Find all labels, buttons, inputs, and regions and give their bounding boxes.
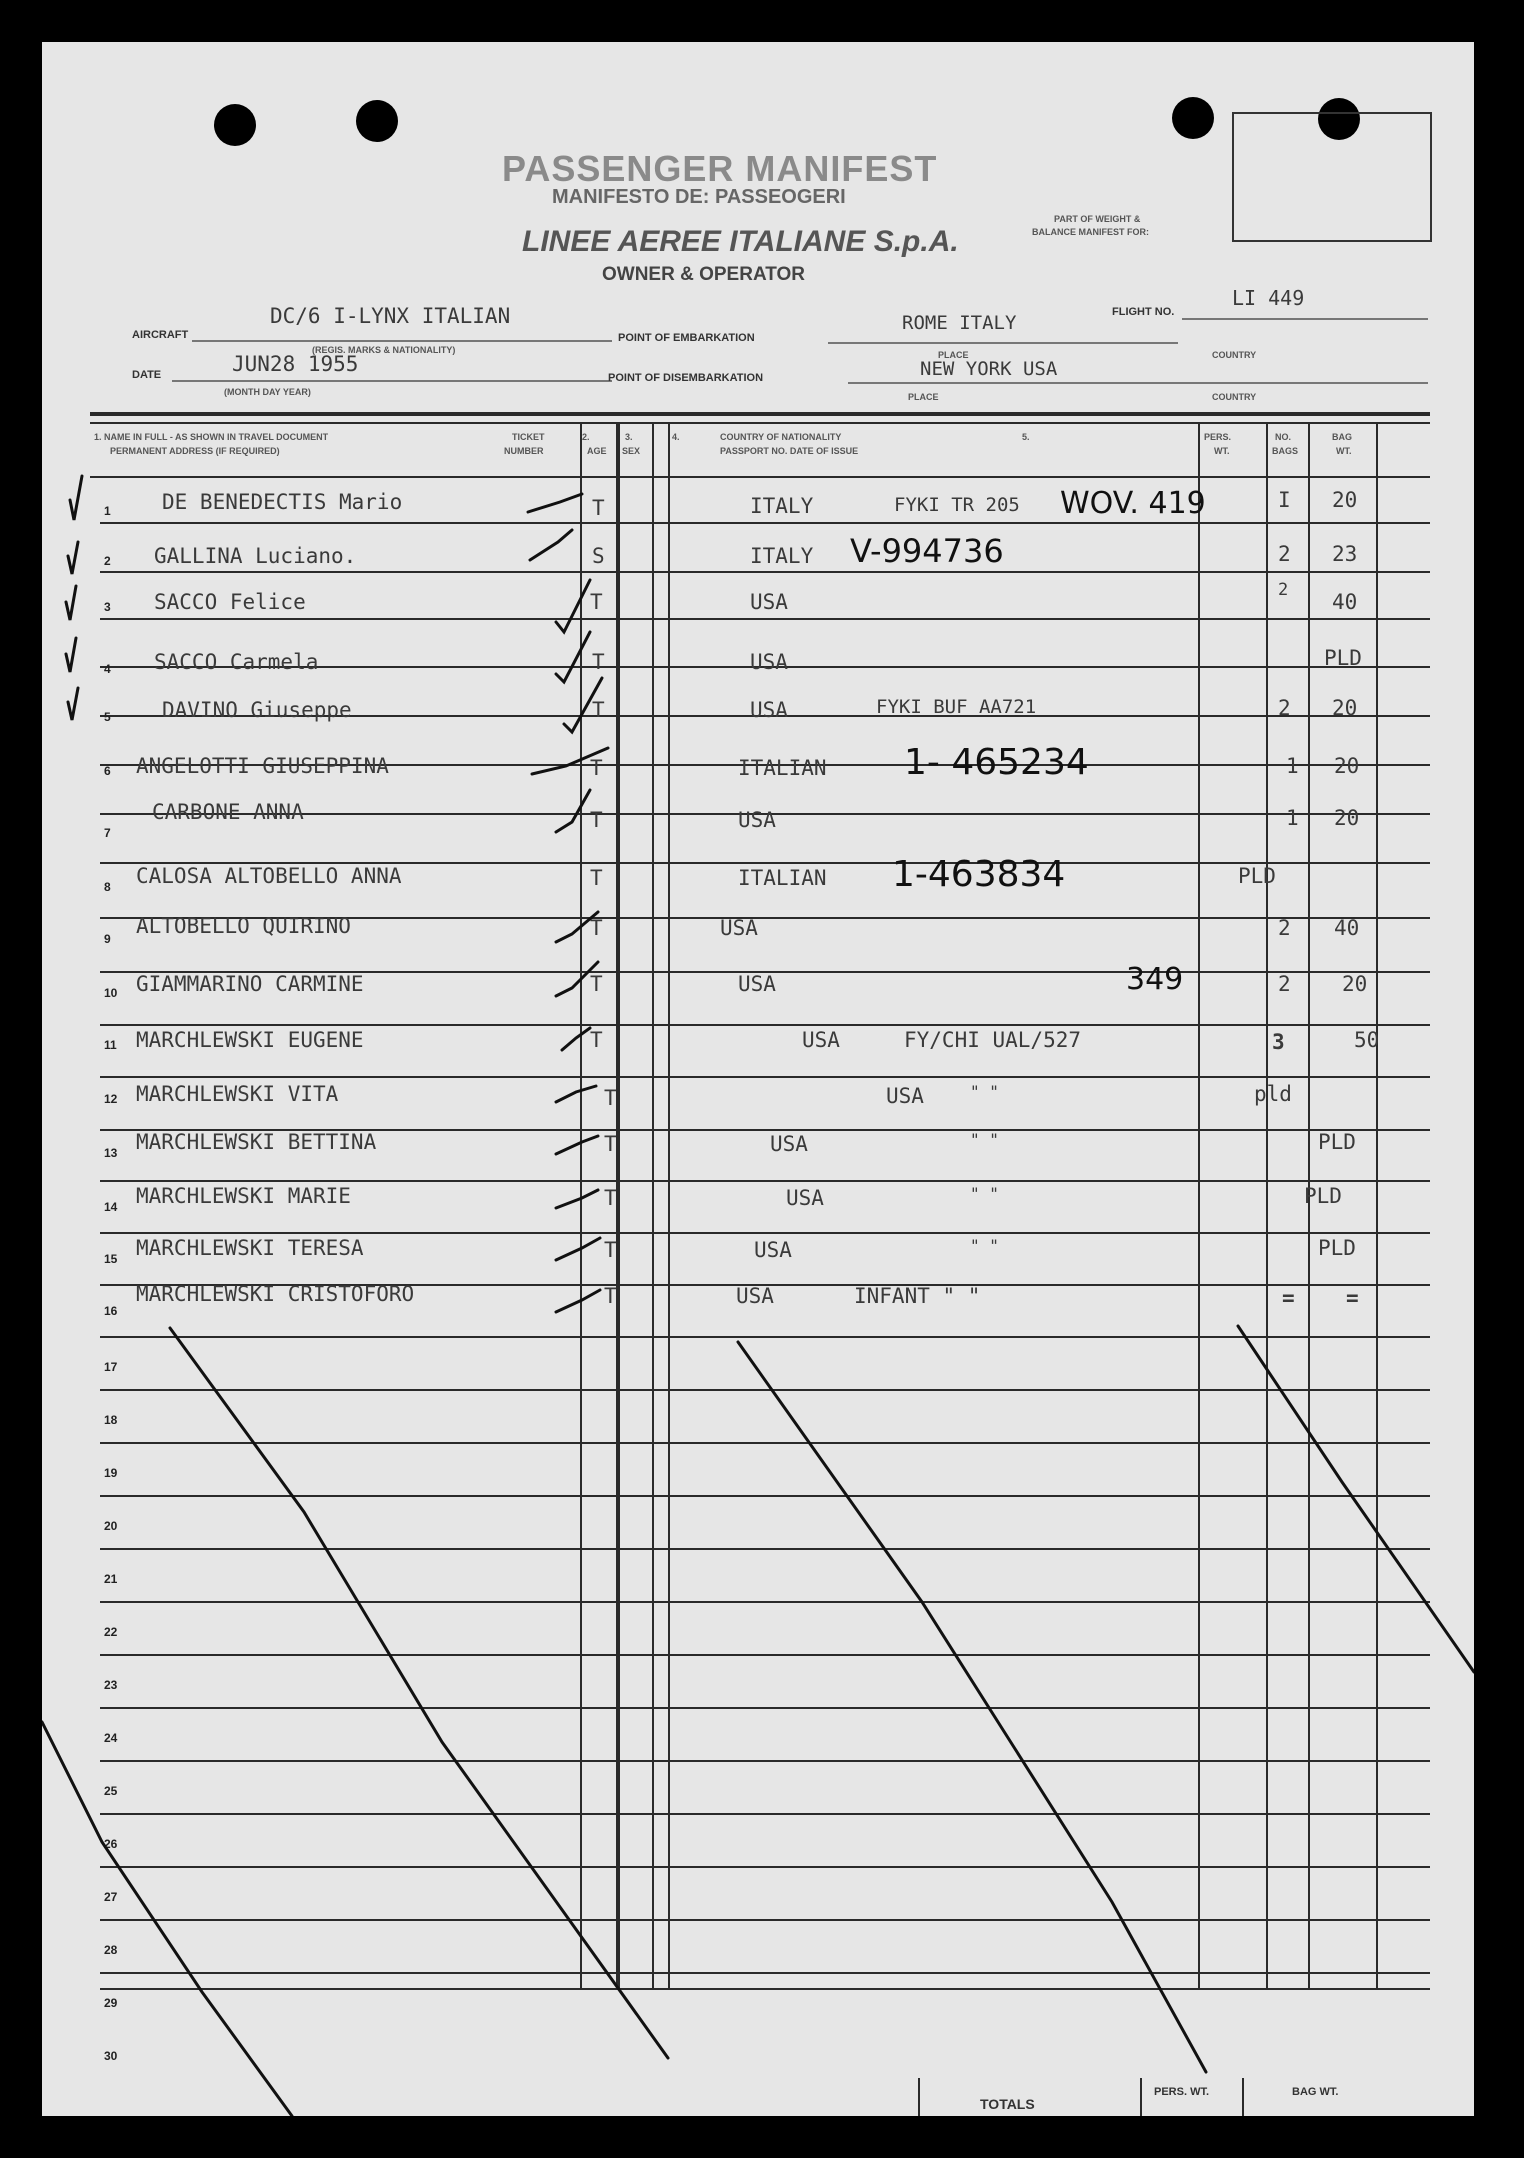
passenger-country: USA <box>886 1084 924 1108</box>
totals-label: TOTALS <box>980 2096 1035 2112</box>
passenger-name: CARBONE ANNA <box>152 800 304 824</box>
col-bagwt-header: WT. <box>1336 446 1352 456</box>
bag-weight: 40 <box>1332 590 1358 614</box>
col-pers-header: WT. <box>1214 446 1230 456</box>
handwritten-note: WOV. 419 <box>1060 486 1206 521</box>
aircraft-label: AIRCRAFT <box>132 329 189 341</box>
passenger-country: USA <box>802 1028 840 1052</box>
passenger-name: MARCHLEWSKI VITA <box>136 1082 339 1106</box>
passenger-country: USA <box>736 1284 774 1308</box>
totals-pers-wt: PERS. WT. <box>1154 2086 1210 2098</box>
date-label: DATE <box>132 369 162 381</box>
passenger-country: ITALIAN <box>738 866 827 890</box>
bag-count: pld <box>1254 1082 1292 1106</box>
bag-weight: 50 <box>1354 1028 1380 1052</box>
col-4-header: 4. <box>672 432 680 442</box>
col-pers-header: PERS. <box>1204 432 1232 442</box>
weight-note: BALANCE MANIFEST FOR: <box>1032 227 1149 237</box>
passenger-name: MARCHLEWSKI BETTINA <box>136 1130 377 1154</box>
check-mark <box>66 638 76 672</box>
row-number: 28 <box>104 1943 118 1957</box>
passenger-age: T <box>592 496 605 520</box>
row-number: 8 <box>104 880 111 894</box>
row-number: 26 <box>104 1837 118 1851</box>
row-number: 15 <box>104 1252 118 1266</box>
passenger-name: SACCO Felice <box>154 590 306 614</box>
row-number: 13 <box>104 1146 118 1160</box>
row-number: 30 <box>104 2049 118 2063</box>
bag-weight: 20 <box>1334 754 1360 778</box>
passenger-age: T <box>590 590 603 614</box>
passenger-document: " " <box>970 1236 999 1255</box>
col-bags-header: BAGS <box>1272 446 1299 456</box>
bag-count: PLD <box>1238 864 1276 888</box>
passenger-document: " " <box>970 1082 999 1101</box>
col-sex-header: 3. <box>625 432 633 442</box>
handwritten-note: 1- 465234 <box>904 742 1089 783</box>
col-bags-header: NO. <box>1275 432 1292 442</box>
check-mark <box>70 476 82 520</box>
bag-weight: 20 <box>1334 806 1360 830</box>
passenger-age: T <box>604 1086 617 1110</box>
manifest-sheet <box>42 42 1474 2116</box>
passenger-country: ITALIAN <box>738 756 827 780</box>
passenger-country: USA <box>750 650 788 674</box>
disembarkation-label: POINT OF DISEMBARKATION <box>608 372 764 384</box>
row-number: 18 <box>104 1413 118 1427</box>
passenger-age: T <box>590 866 603 890</box>
passenger-name: GIAMMARINO CARMINE <box>136 972 364 996</box>
bag-weight: PLD <box>1318 1236 1356 1260</box>
passenger-age: T <box>590 916 603 940</box>
aircraft-value: DC/6 I-LYNX ITALIAN <box>270 304 511 328</box>
passenger-document: FY/CHI UAL/527 <box>904 1028 1082 1052</box>
col-ticket-header: TICKET <box>512 432 545 442</box>
bag-count: I <box>1278 488 1291 512</box>
place-caption: PLACE <box>908 392 939 402</box>
owner-label: OWNER & OPERATOR <box>602 264 806 285</box>
check-mark <box>68 542 78 574</box>
passenger-name: MARCHLEWSKI CRISTOFORO <box>136 1282 415 1306</box>
bag-count: = <box>1282 1286 1295 1310</box>
weight-note: PART OF WEIGHT & <box>1054 214 1141 224</box>
passenger-name: MARCHLEWSKI MARIE <box>136 1184 351 1208</box>
row-number: 9 <box>104 932 111 946</box>
passenger-age: T <box>590 1028 603 1052</box>
passenger-name: DAVINO Giuseppe <box>162 698 352 722</box>
col-ticket-header: NUMBER <box>504 446 544 456</box>
handwritten-note: V-994736 <box>850 532 1004 570</box>
passenger-name: MARCHLEWSKI TERESA <box>136 1236 364 1260</box>
passenger-name: MARCHLEWSKI EUGENE <box>136 1028 364 1052</box>
passenger-country: USA <box>754 1238 792 1262</box>
date-caption: (MONTH DAY YEAR) <box>224 387 311 397</box>
bag-weight: 23 <box>1332 542 1358 566</box>
col-name-header: 1. NAME IN FULL - AS SHOWN IN TRAVEL DOCUMENT <box>94 432 329 442</box>
embarkation-label: POINT OF EMBARKATION <box>618 332 755 344</box>
bag-count: 2 <box>1278 972 1291 996</box>
passenger-age: T <box>604 1186 617 1210</box>
row-number: 5 <box>104 710 111 724</box>
col-age-header: 2. <box>582 432 590 442</box>
passenger-country: USA <box>750 590 788 614</box>
bag-count: 3 <box>1272 1030 1285 1054</box>
handwritten-note: 1-463834 <box>892 854 1066 895</box>
check-mark <box>66 586 76 620</box>
place-caption: PLACE <box>938 350 969 360</box>
passenger-country: USA <box>786 1186 824 1210</box>
manifest-subtitle: MANIFESTO DE: PASSEOGERI <box>552 186 846 208</box>
bag-weight: PLD <box>1324 646 1362 670</box>
col-country-header: COUNTRY OF NATIONALITY <box>720 432 842 442</box>
col-5-header: 5. <box>1022 432 1030 442</box>
bag-weight: 20 <box>1342 972 1368 996</box>
bag-count: 2 <box>1278 916 1291 940</box>
passenger-age: T <box>592 698 605 722</box>
bag-weight: = <box>1346 1286 1359 1310</box>
passenger-name: GALLINA Luciano. <box>154 544 357 568</box>
row-number: 6 <box>104 764 111 778</box>
passenger-name: ANGELOTTI GIUSEPPINA <box>136 754 389 778</box>
col-sex-header: SEX <box>622 446 641 456</box>
manifest-title: PASSENGER MANIFEST <box>502 148 938 189</box>
row-number: 27 <box>104 1890 118 1904</box>
passenger-document: INFANT " " <box>854 1284 981 1308</box>
row-number: 10 <box>104 986 118 1000</box>
bag-weight: 20 <box>1332 696 1358 720</box>
passenger-name: SACCO Carmela <box>154 650 319 674</box>
row-number: 4 <box>104 662 111 676</box>
passenger-name: CALOSA ALTOBELLO ANNA <box>136 864 402 888</box>
row-number: 20 <box>104 1519 118 1533</box>
bag-count: 1 <box>1286 806 1299 830</box>
bag-count: 2 <box>1278 542 1291 566</box>
row-number: 22 <box>104 1625 118 1639</box>
bag-weight: 40 <box>1334 916 1360 940</box>
row-number: 2 <box>104 554 111 568</box>
passenger-age: S <box>592 544 605 568</box>
passenger-country: ITALY <box>750 494 814 518</box>
disembarkation-value: NEW YORK USA <box>920 358 1058 380</box>
passenger-document: FYKI BUF AA721 <box>876 696 1037 718</box>
row-number: 19 <box>104 1466 118 1480</box>
row-number: 1 <box>104 504 111 518</box>
row-number: 14 <box>104 1200 118 1214</box>
row-number: 12 <box>104 1092 118 1106</box>
totals-bag-wt: BAG WT. <box>1292 2086 1339 2098</box>
passenger-age: T <box>590 808 603 832</box>
embarkation-value: ROME ITALY <box>902 312 1017 334</box>
bag-count: 1 <box>1286 754 1299 778</box>
passenger-country: USA <box>750 698 788 722</box>
row-number: 7 <box>104 826 111 840</box>
row-number: 16 <box>104 1304 118 1318</box>
passenger-age: T <box>604 1132 617 1156</box>
aircraft-caption: (REGIS. MARKS & NATIONALITY) <box>312 345 456 355</box>
passenger-name: DE BENEDECTIS Mario <box>162 490 403 514</box>
passenger-country: USA <box>770 1132 808 1156</box>
handwriting-overlay <box>42 42 1474 2116</box>
check-mark <box>68 688 78 720</box>
passenger-country: USA <box>720 916 758 940</box>
row-number: 29 <box>104 1996 118 2010</box>
date-value: JUN28 1955 <box>232 352 359 376</box>
row-number: 25 <box>104 1784 118 1798</box>
passenger-age: T <box>592 650 605 674</box>
passenger-document: " " <box>970 1184 999 1203</box>
flight-no-value: LI 449 <box>1232 286 1305 310</box>
col-name-header: PERMANENT ADDRESS (IF REQUIRED) <box>110 446 280 456</box>
row-number: 3 <box>104 600 111 614</box>
passenger-document: FYKI TR 205 <box>894 494 1020 516</box>
col-bagwt-header: BAG <box>1332 432 1352 442</box>
row-number: 21 <box>104 1572 118 1586</box>
passenger-country: USA <box>738 808 776 832</box>
row-number: 23 <box>104 1678 118 1692</box>
handwritten-note: 349 <box>1126 962 1184 997</box>
row-number: 11 <box>104 1038 117 1052</box>
passenger-age: T <box>604 1238 617 1262</box>
country-caption: COUNTRY <box>1212 350 1257 360</box>
col-age-header: AGE <box>587 446 607 456</box>
bag-weight: PLD <box>1318 1130 1356 1154</box>
bag-weight: PLD <box>1304 1184 1342 1208</box>
passenger-document: " " <box>970 1130 999 1149</box>
passenger-age: T <box>604 1284 617 1308</box>
row-number: 17 <box>104 1360 118 1374</box>
passenger-country: ITALY <box>750 544 814 568</box>
col-country-header: PASSPORT NO. DATE OF ISSUE <box>720 446 859 456</box>
passenger-name: ALTOBELLO QUIRINO <box>136 914 351 938</box>
passenger-age: T <box>590 972 603 996</box>
passenger-age: T <box>590 756 603 780</box>
bag-count: 2 <box>1278 580 1289 600</box>
passenger-country: USA <box>738 972 776 996</box>
airline-name: LINEE AEREE ITALIANE S.p.A. <box>522 225 959 258</box>
bag-weight: 20 <box>1332 488 1358 512</box>
bag-count: 2 <box>1278 696 1291 720</box>
row-number: 24 <box>104 1731 118 1745</box>
country-caption: COUNTRY <box>1212 392 1257 402</box>
flight-no-label: FLIGHT NO. <box>1112 306 1175 318</box>
